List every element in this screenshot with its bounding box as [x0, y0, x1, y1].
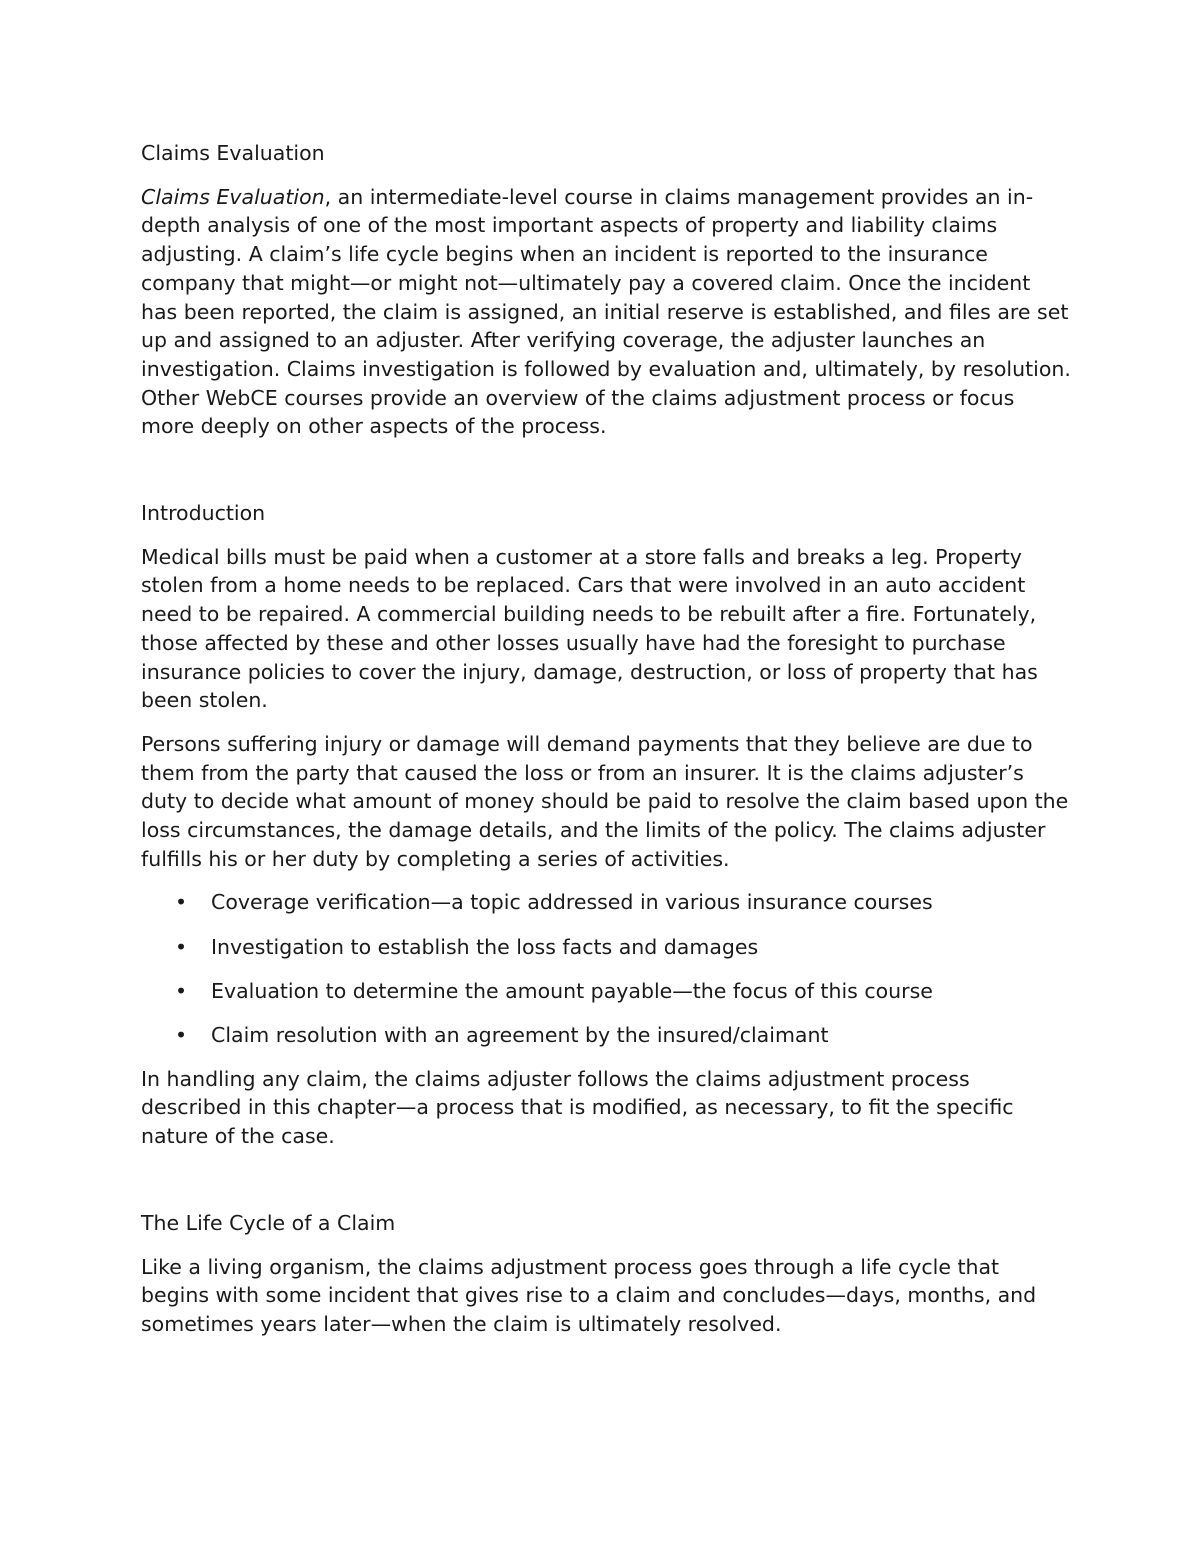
section-heading-introduction: Introduction — [141, 501, 266, 526]
section-heading-claims-evaluation: Claims Evaluation — [141, 141, 325, 165]
list-item — [141, 1021, 1071, 1050]
list-item-text: Evaluation to determine the amount payable—the focus of this course — [211, 978, 933, 1003]
course-description-text: , an intermediate-level course in claims management provides an in-depth analysis of one of the most important aspects of property and liability claims adjusting. A claim’s life cycle begins when an incident is reported to the insurance company that might—or might not—ultimately pay a covered claim. Once the incident has been reported, the claim is assigned, an initial reserve is established, and files are set up and assigned to an adjuster. After verifying coverage, the adjuster launches an investigation. Claims investigation is followed by evaluation and, ultimately, by resolution. Other WebCE courses provide an overview of the claims adjustment process or focus more deeply on other aspects of the process. — [141, 184, 1071, 439]
intro-closing-paragraph: In handling any claim, the claims adjuster follows the claims adjustment process described in this chapter—a process that is modified, as necessary, to fit the specific nature of the case. — [141, 1066, 1014, 1149]
course-title-italic: Claims Evaluation — [141, 184, 325, 209]
list-item — [141, 933, 1071, 962]
document-body — [141, 139, 1071, 1339]
intro-paragraph-1: Medical bills must be paid when a customer at a store falls and breaks a leg. Property stolen from a home needs to be replaced. Cars that were involved in an auto accident need to be repaired. A commercial building needs to be rebuilt after a fire. Fortunately, those affected by these and other losses usually have had the foresight to purchase insurance policies to cover the injury, damage, destruction, or loss of property that has been stolen. — [141, 544, 1038, 713]
bullet-icon: • — [175, 890, 188, 915]
bullet-icon: • — [175, 1023, 188, 1048]
course-description-paragraph — [141, 183, 1071, 441]
list-item-text: Investigation to establish the loss facts and damages — [211, 934, 759, 959]
bullet-icon: • — [175, 978, 188, 1003]
list-item-text: Coverage verification—a topic addressed in various insurance courses — [211, 890, 933, 915]
list-item-text: Claim resolution with an agreement by the insured/claimant — [211, 1023, 829, 1048]
list-item — [141, 888, 1071, 917]
list-item — [141, 977, 1071, 1006]
bullet-icon: • — [175, 934, 188, 959]
section-heading-life-cycle: The Life Cycle of a Claim — [141, 1210, 396, 1235]
activities-bullet-list — [141, 888, 1071, 1049]
intro-paragraph-2: Persons suffering injury or damage will demand payments that they believe are due to them from the party that caused the loss or from an insurer. It is the claims adjuster’s duty to decide what amount of money should be paid to resolve the claim based upon the loss circumstances, the damage details, and the limits of the policy. The claims adjuster fulfills his or her duty by completing a series of activities. — [141, 731, 1069, 871]
life-cycle-paragraph: Like a living organism, the claims adjustment process goes through a life cycle that begins with some incident that gives rise to a claim and concludes—days, months, and sometimes years later—when the claim is ultimately resolved. — [141, 1254, 1037, 1336]
